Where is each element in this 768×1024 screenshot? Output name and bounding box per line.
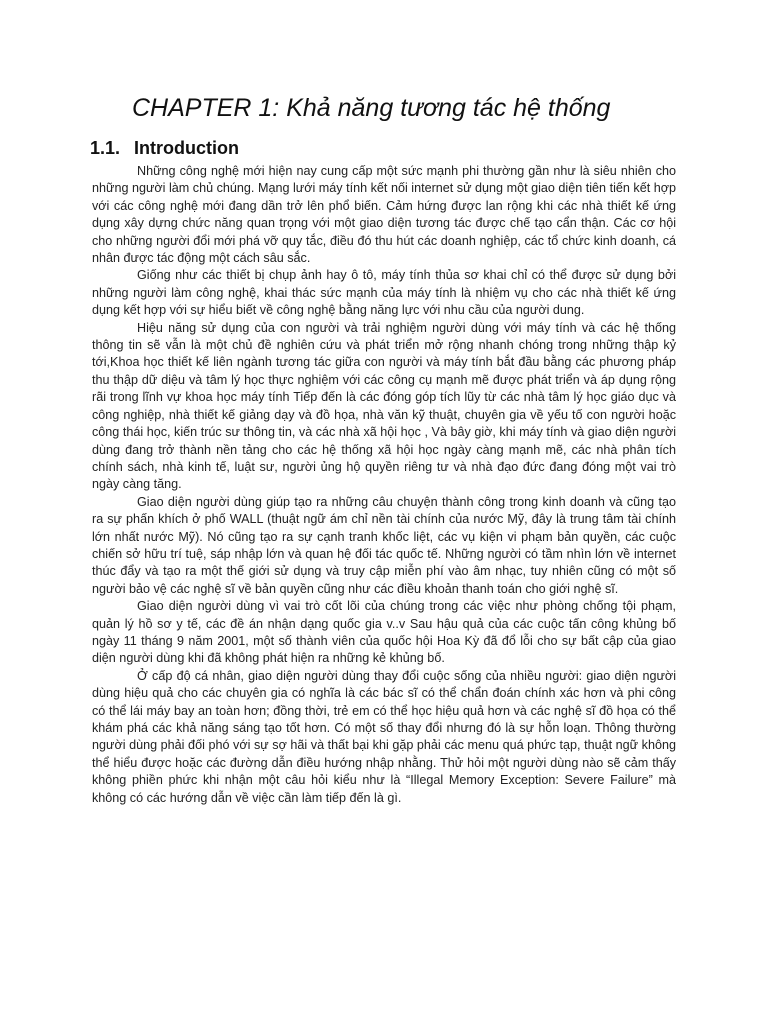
paragraph: Giao diện người dùng vì vai trò cốt lõi của chúng trong các việc như phòng chống tội phạm, quản lý hồ sơ y tế, các đề án nhận dạng quốc gia v..v Sau hậu quả của các cuộc tấn công khủng bố ngày 11 tháng 9 năm 2001, một số thành viên của quốc hội Hoa Kỳ đã đổ lỗi cho sự bất cập của giao diện người dùng khi đã không phát hiện ra những kẻ khủng bố.: [92, 599, 676, 666]
section-heading: [90, 136, 676, 160]
paragraph: Giao diện người dùng giúp tạo ra những câu chuyện thành công trong kinh doanh và cũng tạo ra sự phấn khích ở phố WALL (thuật ngữ ám chỉ nền tài chính của nước Mỹ, đây là trung tâm tài chính lớn nhất nước Mỹ). Nó cũng tạo ra sự cạnh tranh khốc liệt, các vụ kiện vi phạm bản quyền, các cuộc chiến sở hữu trí tuệ, sáp nhập lớn và quan hệ đối tác quốc tế. Những người có tầm nhìn lớn về internet thúc đẩy và tạo ra một thế giới sử dụng và truy cập miễn phí vào âm nhạc, tuy nhiên cũng có một số người bảo vệ các nghệ sĩ về bản quyền cũng như các điều khoản thanh toán cho giới nghệ sĩ.: [92, 494, 676, 596]
paragraph: Hiệu năng sử dụng của con người và trải nghiệm người dùng với máy tính và các hệ thống thông tin sẽ vẫn là một chủ đề nghiên cứu và phát triển mở rộng nhanh chóng trong những thập kỷ tới,Khoa học thiết kế liên ngành tương tác giữa con người và máy tính bắt đầu bằng các phương pháp thu thập dữ diệu và tâm lý học thực nghiệm với các công cụ mạnh mẽ được phát triển và áp dụng rộng rãi trong lĩnh vự khoa học máy tính Tiếp đến là các đóng góp tích lũy từ các nhà tâm lý học giáo dục và công nghiệp, nhà thiết kế giảng dạy và đồ họa, nhà văn kỹ thuật, chuyên gia về yếu tố con người hoặc công thái học, kiến trúc sư thông tin, và các nhà xã hội học , Và bây giờ, khi máy tính và giao diện người dùng đang trở thành nền tảng cho các hệ thống xã hội học ngày càng mạnh mẽ, các nhà phân tích chính sách, nhà kinh tế, luật sư, người ủng hộ quyền riêng tư và nhà đạo đức đang đóng một vai trò ngày càng tăng.: [92, 320, 676, 492]
section-number: 1.1.: [90, 138, 121, 158]
paragraph: Giống như các thiết bị chụp ảnh hay ô tô, máy tính thủa sơ khai chỉ có thể được sử dụng bởi những người làm công nghệ, khai thác sức mạnh của máy tính là nhiệm vụ cho các nhà thiết kế ứng dụng kết hợp với sự hiểu biết về công nghệ bằng năng lực với nhu cầu của người dung.: [92, 268, 676, 318]
section-title: Introduction: [134, 138, 239, 158]
paragraph: Những công nghệ mới hiện nay cung cấp một sức mạnh phi thường gần như là siêu nhiên cho những người làm chủ chúng. Mạng lưới máy tính kết nối internet sử dụng một giao diện tiên tiến kết hợp với các công nghệ mới đang dần trở lên phổ biến. Cảm hứng được lan rộng khi các nhà thiết kế ứng dụng xây dựng chức năng quan trọng với một giao diện tương tác được chế tạo cẩn thận. Các cơ hội cho những người đổi mới phá vỡ quy tắc, điều đó thu hút các doanh nghiệp, các tổ chức kinh doanh, cá nhân được tác động một cách sâu sắc.: [92, 164, 676, 266]
paragraph: Ở cấp độ cá nhân, giao diện người dùng thay đổi cuộc sống của nhiều người: giao diện người dùng hiệu quả cho các chuyên gia có nghĩa là các bác sĩ có thể chẩn đoán chính xác hơn và phi công có thể lái máy bay an toàn hơn; đồng thời, trẻ em có thể học hiệu quả hơn và các nghệ sĩ đồ họa có thể khám phá các khả năng sáng tạo tốt hơn. Có một số thay đổi nhưng đó là sự hỗn loạn. Thông thường người dùng phải đối phó với sự sợ hãi và thất bại khi gặp phải các menu quá phức tạp, thuật ngữ không thể hiểu được hoặc các đường dẫn điều hướng nhập nhằng. Thử hỏi một người dùng nào sẽ cảm thấy không phiền phức khi nhận một câu hỏi kiểu như là “Illegal Memory Exception: Severe Failure” mà không có các hướng dẫn về việc cần làm tiếp đến là gì.: [92, 668, 676, 805]
body-text: [92, 163, 676, 807]
chapter-title: CHAPTER 1: Khả năng tương tác hệ thống: [132, 94, 611, 122]
